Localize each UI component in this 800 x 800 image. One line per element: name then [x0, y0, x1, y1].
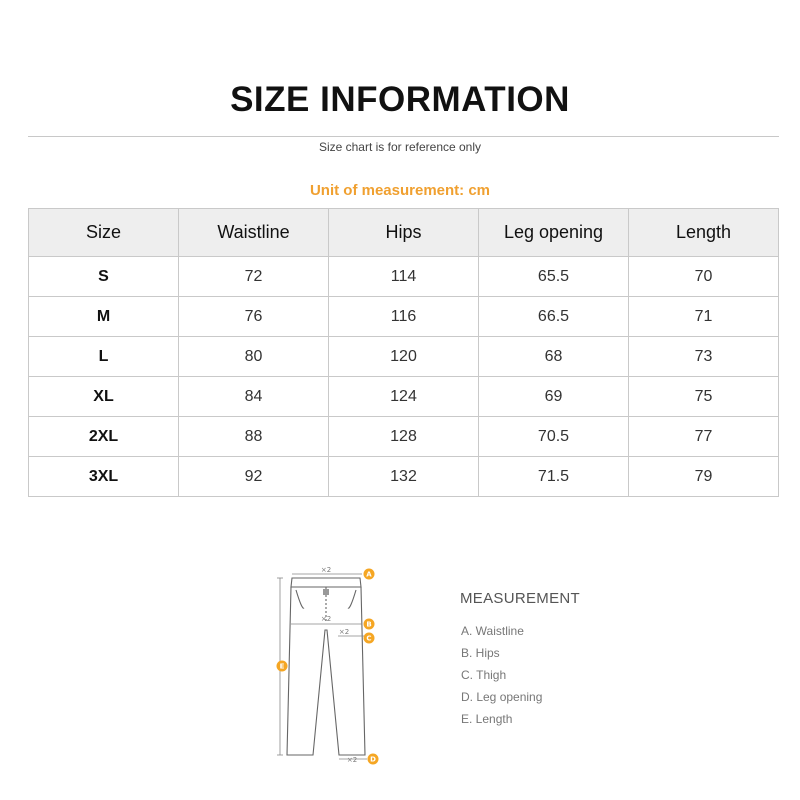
- waistline-cell: 76: [179, 297, 329, 337]
- table-row: [29, 297, 779, 337]
- hips-cell: 128: [329, 417, 479, 457]
- table-row: [29, 337, 779, 377]
- waistline-cell: 88: [179, 417, 329, 457]
- waistline-cell: 84: [179, 377, 329, 417]
- button-detail: [323, 589, 329, 595]
- marker-c-label: C: [366, 634, 372, 643]
- column-header-length: Length: [629, 209, 779, 257]
- table-header-row: [29, 209, 779, 257]
- marker-a-label: A: [366, 570, 372, 579]
- leg-opening-cell: 68: [479, 337, 629, 377]
- table-row: [29, 257, 779, 297]
- hips-cell: 120: [329, 337, 479, 377]
- column-header-leg-opening: Leg opening: [479, 209, 629, 257]
- legend-item-waistline: A. Waistline: [461, 624, 524, 638]
- length-cell: 75: [629, 377, 779, 417]
- length-cell: 77: [629, 417, 779, 457]
- hips-cell: 124: [329, 377, 479, 417]
- leg-opening-cell: 71.5: [479, 457, 629, 497]
- legend-item-thigh: C. Thigh: [461, 668, 507, 682]
- marker-b-label: B: [366, 620, 372, 629]
- table-row: [29, 377, 779, 417]
- waistline-cell: 92: [179, 457, 329, 497]
- table-row: [29, 417, 779, 457]
- measurement-legend: [461, 623, 542, 733]
- length-cell: 70: [629, 257, 779, 297]
- size-cell: 3XL: [29, 457, 179, 497]
- multiplier-label-c: ×2: [338, 628, 350, 636]
- length-cell: 79: [629, 457, 779, 497]
- measurement-title: MEASUREMENT: [460, 590, 580, 607]
- column-header-size: Size: [29, 209, 179, 257]
- legend-item-length: E. Length: [461, 712, 513, 726]
- waistband-outline: [291, 578, 361, 587]
- marker-d-label: D: [370, 755, 376, 764]
- unit-note: Unit of measurement: cm: [309, 182, 491, 199]
- hips-cell: 132: [329, 457, 479, 497]
- marker-e-label: E: [279, 662, 285, 671]
- length-cell: 73: [629, 337, 779, 377]
- column-header-waistline: Waistline: [179, 209, 329, 257]
- size-cell: S: [29, 257, 179, 297]
- size-cell: M: [29, 297, 179, 337]
- legend-item-hips: B. Hips: [461, 646, 500, 660]
- multiplier-label-b: ×2: [320, 615, 332, 623]
- leg-opening-cell: 69: [479, 377, 629, 417]
- pants-diagram: [270, 560, 390, 780]
- hips-cell: 116: [329, 297, 479, 337]
- size-cell: 2XL: [29, 417, 179, 457]
- waistline-cell: 80: [179, 337, 329, 377]
- length-cell: 71: [629, 297, 779, 337]
- leg-opening-cell: 70.5: [479, 417, 629, 457]
- page-title: SIZE INFORMATION: [230, 80, 570, 119]
- leg-opening-cell: 65.5: [479, 257, 629, 297]
- reference-note: Size chart is for reference only: [318, 140, 482, 154]
- size-cell: L: [29, 337, 179, 377]
- legend-item-leg-opening: D. Leg opening: [461, 690, 543, 704]
- multiplier-label-a: ×2: [320, 566, 332, 574]
- size-table: [28, 208, 779, 497]
- hips-cell: 114: [329, 257, 479, 297]
- column-header-hips: Hips: [329, 209, 479, 257]
- leg-opening-cell: 66.5: [479, 297, 629, 337]
- waistline-cell: 72: [179, 257, 329, 297]
- title-divider: [28, 136, 779, 137]
- multiplier-label-d: ×2: [346, 756, 358, 764]
- table-row: [29, 457, 779, 497]
- size-cell: XL: [29, 377, 179, 417]
